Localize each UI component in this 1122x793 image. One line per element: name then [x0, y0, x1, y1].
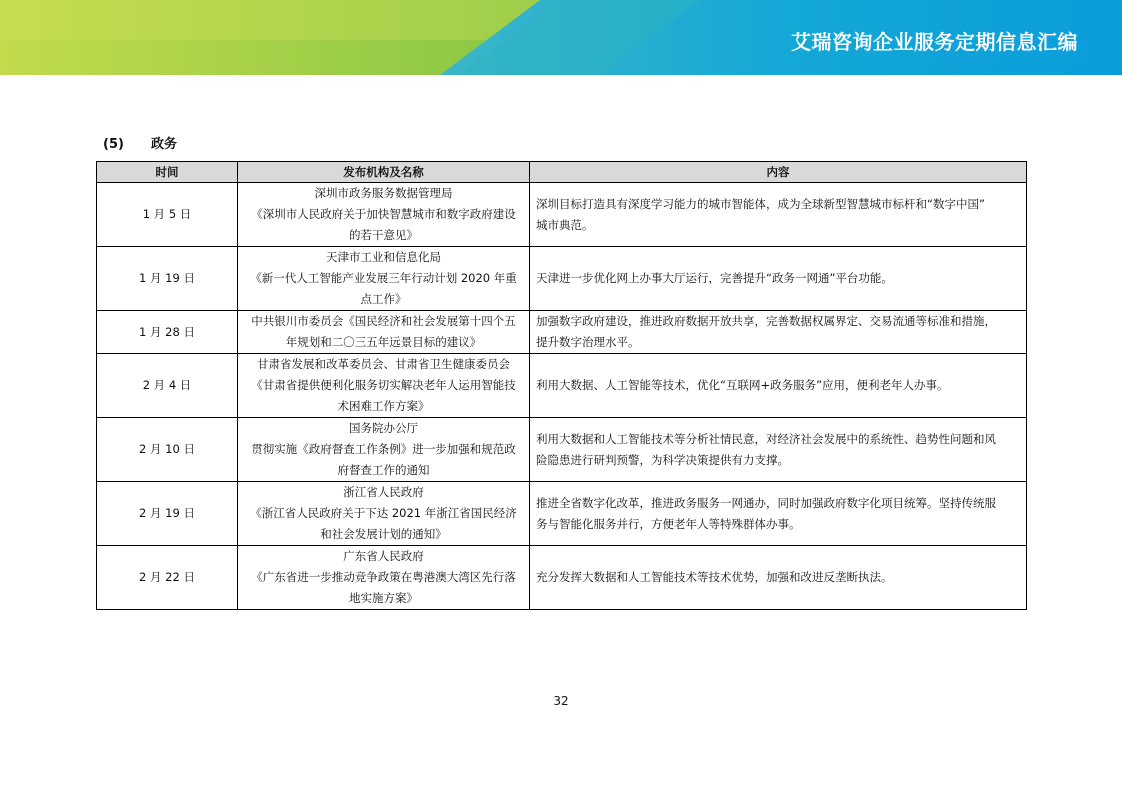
table-row [97, 311, 1027, 354]
org-cell [238, 546, 530, 610]
org-line: 国务院办公厅 [349, 421, 418, 435]
org-cell [238, 183, 530, 247]
date-cell: 2 月 19 日 [97, 482, 238, 546]
content-cell [530, 354, 1027, 418]
page-number: 32 [553, 694, 569, 708]
table-row [97, 247, 1027, 311]
content-line: 提升数字治理水平。 [536, 335, 640, 349]
org-line: 贯彻实施《政府督查工作条例》进一步加强和规范政 [251, 442, 516, 456]
org-line: 地实施方案》 [349, 591, 418, 605]
content-line: 天津进一步优化网上办事大厅运行，完善提升“政务一网通”平台功能。 [536, 271, 893, 285]
date-cell: 2 月 22 日 [97, 546, 238, 610]
date-cell: 1 月 28 日 [97, 311, 238, 354]
content-line: 务与智能化服务并行，方便老年人等特殊群体办事。 [536, 516, 801, 531]
org-line: 的若干意见》 [349, 228, 418, 242]
policy-table [96, 161, 1027, 610]
org-line: 《广东省进一步推动竞争政策在粤港澳大湾区先行落 [251, 570, 516, 584]
content-line: 充分发挥大数据和人工智能技术等技术优势，加强和改进反垄断执法。 [536, 570, 893, 584]
content-line: 城市典范。 [536, 217, 594, 232]
content-line: 险隐患进行研判预警，为科学决策提供有力支撑。 [536, 452, 789, 467]
column-header-org: 发布机构及名称 [238, 162, 530, 183]
org-cell [238, 354, 530, 418]
org-line: 甘肃省发展和改革委员会、甘肃省卫生健康委员会 [257, 357, 510, 371]
org-cell [238, 418, 530, 482]
header-banner [0, 0, 1122, 75]
content-line: 利用大数据和人工智能技术等分析社情民意，对经济社会发展中的系统性、趋势性问题和风 [536, 431, 996, 446]
content-cell [530, 183, 1027, 247]
org-cell [238, 247, 530, 311]
content-cell [530, 311, 1027, 354]
table-row [97, 183, 1027, 247]
date-cell: 2 月 10 日 [97, 418, 238, 482]
content-cell [530, 418, 1027, 482]
org-line: 《深圳市人民政府关于加快智慧城市和数字政府建设 [251, 207, 516, 221]
column-header-date: 时间 [97, 162, 238, 183]
column-header-content: 内容 [530, 162, 1027, 183]
org-line: 广东省人民政府 [343, 549, 424, 563]
content-line: 深圳目标打造具有深度学习能力的城市智能体，成为全球新型智慧城市标杆和“数字中国” [536, 196, 985, 211]
content-line: 利用大数据、人工智能等技术，优化“互联网+政务服务”应用，便利老年人办事。 [536, 378, 949, 392]
section-number: (5) [103, 137, 124, 152]
org-line: 《新一代人工智能产业发展三年行动计划 2020 年重 [250, 271, 517, 285]
section-heading [103, 133, 177, 152]
org-line: 天津市工业和信息化局 [326, 250, 441, 264]
org-line: 《浙江省人民政府关于下达 2021 年浙江省国民经济 [250, 506, 517, 520]
org-line: 中共银川市委员会《国民经济和社会发展第十四个五 [251, 314, 516, 328]
table-row [97, 482, 1027, 546]
content-line: 推进全省数字化改革，推进政务服务一网通办，同时加强政府数字化项目统筹。坚持传统服 [536, 495, 996, 510]
org-line: 府督查工作的通知 [337, 463, 430, 477]
table-row [97, 546, 1027, 610]
org-line: 和社会发展计划的通知》 [320, 527, 447, 541]
table-row [97, 354, 1027, 418]
org-line: 深圳市政务服务数据管理局 [314, 186, 453, 200]
date-cell: 1 月 19 日 [97, 247, 238, 311]
date-cell: 1 月 5 日 [97, 183, 238, 247]
org-line: 浙江省人民政府 [343, 485, 424, 499]
table-row [97, 418, 1027, 482]
section-title: 政务 [151, 137, 178, 152]
org-line: 术困难工作方案》 [337, 399, 430, 413]
content-cell [530, 247, 1027, 311]
content-cell [530, 546, 1027, 610]
content-line: 加强数字政府建设，推进政府数据开放共享，完善数据权属界定、交易流通等标准和措施， [536, 314, 996, 328]
org-line: 点工作》 [360, 292, 407, 306]
org-line: 《甘肃省提供便利化服务切实解决老年人运用智能技 [251, 378, 516, 392]
org-cell [238, 311, 530, 354]
table-header-row [97, 162, 1027, 183]
date-cell: 2 月 4 日 [97, 354, 238, 418]
org-line: 年规划和二〇三五年远景目标的建议》 [285, 335, 482, 349]
content-cell [530, 482, 1027, 546]
org-cell [238, 482, 530, 546]
header-title: 艾瑞咨询企业服务定期信息汇编 [791, 30, 1078, 54]
